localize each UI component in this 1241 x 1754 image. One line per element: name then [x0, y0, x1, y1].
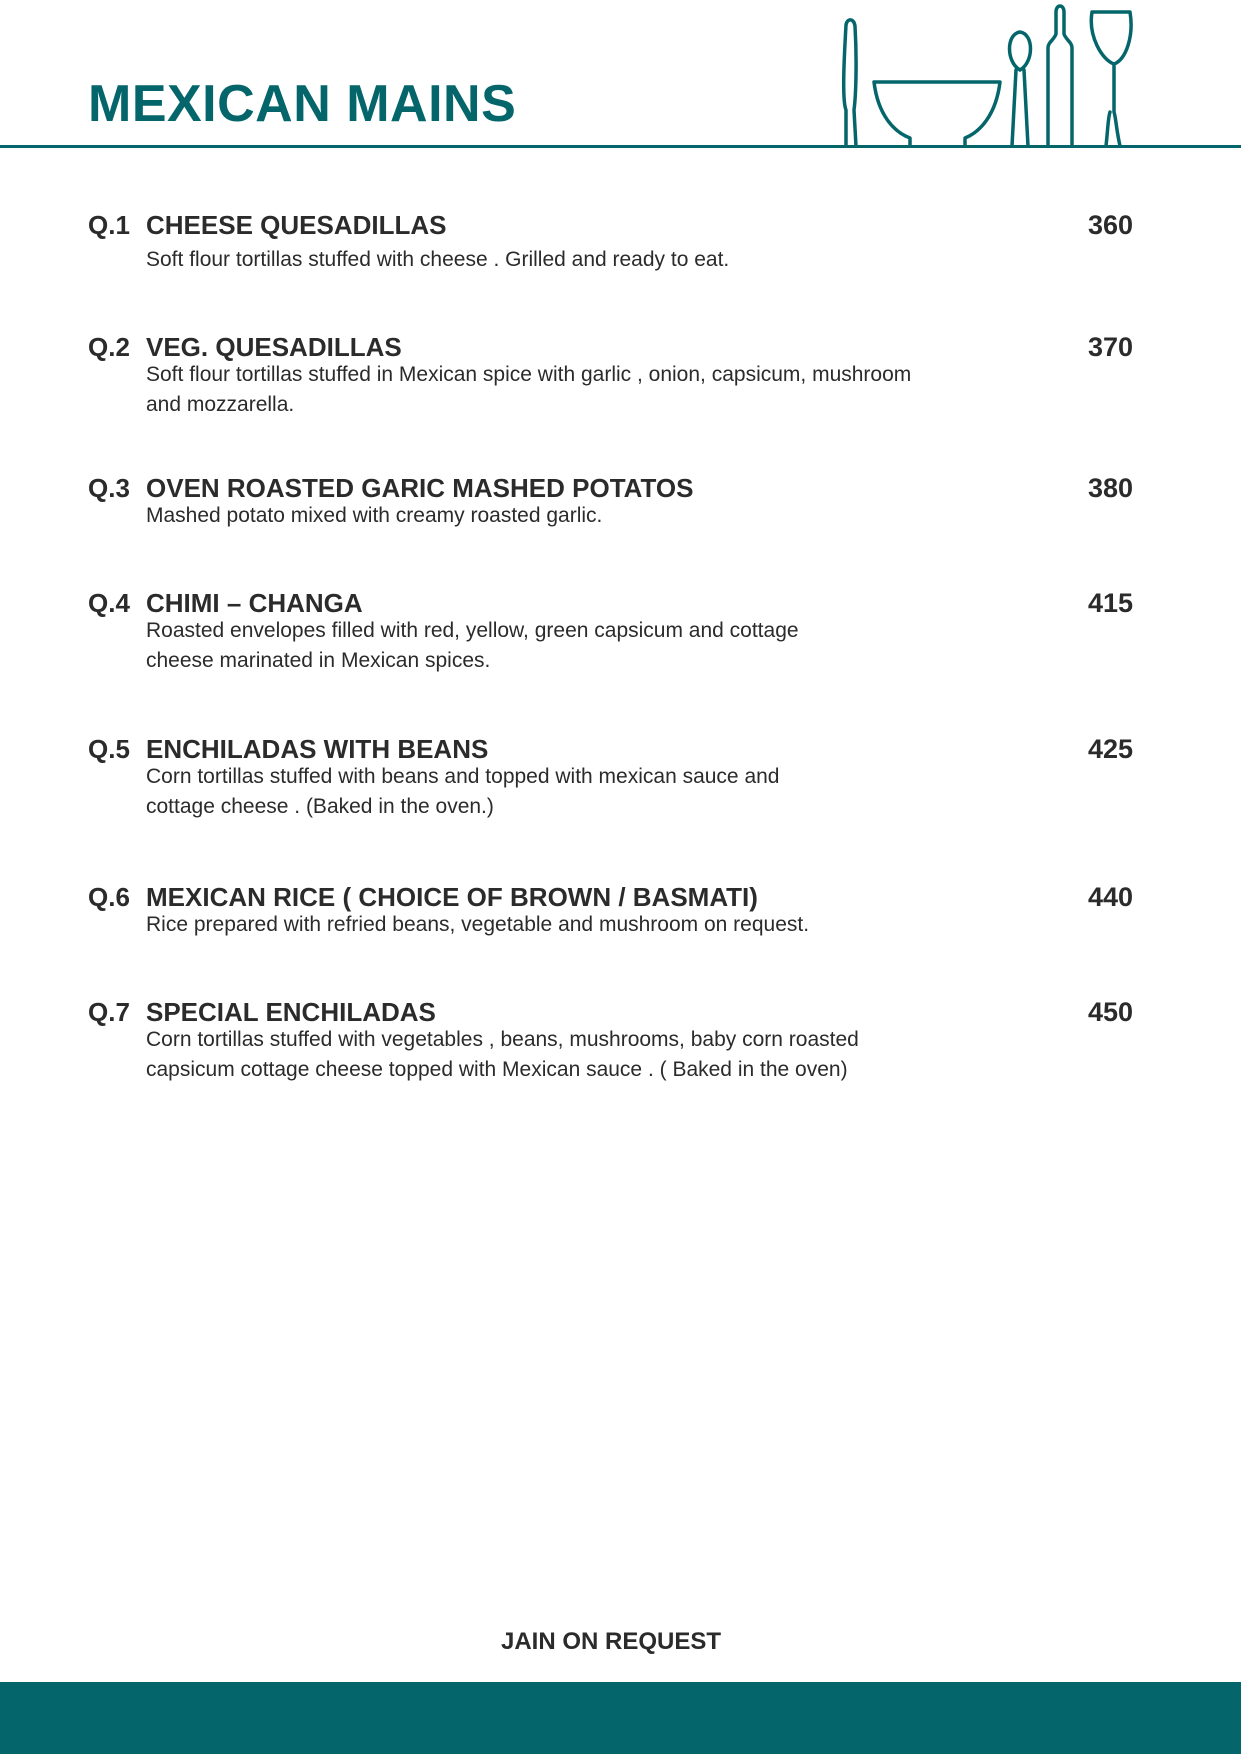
bowl-icon	[874, 82, 1000, 146]
item-description	[146, 762, 780, 822]
item-code: Q.4	[88, 588, 130, 618]
item-price: 415	[1087, 588, 1133, 618]
item-price: 370	[1087, 332, 1133, 362]
spoon-icon	[1010, 32, 1031, 146]
description-line: Corn tortillas stuffed with beans and topped with mexican sauce and	[146, 765, 780, 788]
description-line: Soft flour tortillas stuffed with cheese . Grilled and ready to eat.	[146, 248, 730, 271]
item-name: VEG. QUESADILLAS	[146, 332, 402, 362]
item-name: SPECIAL ENCHILADAS	[146, 997, 436, 1027]
item-code: Q.1	[88, 210, 130, 240]
bottle-icon	[1048, 6, 1072, 146]
description-line: cottage cheese . (Baked in the oven.)	[146, 795, 494, 818]
item-code: Q.6	[88, 882, 130, 912]
item-price: 360	[1087, 210, 1133, 240]
header-rule	[0, 145, 1241, 148]
jain-on-request-note: JAIN ON REQUEST	[500, 1628, 722, 1655]
description-line: Corn tortillas stuffed with vegetables , beans, mushrooms, baby corn roasted	[146, 1028, 859, 1051]
description-line: Soft flour tortillas stuffed in Mexican spice with garlic , onion, capsicum, mushroom	[146, 363, 912, 386]
item-name: MEXICAN RICE ( CHOICE OF BROWN / BASMATI)	[146, 882, 758, 912]
description-line: Roasted envelopes filled with red, yellow, green capsicum and cottage	[146, 619, 799, 642]
description-line: Rice prepared with refried beans, vegetable and mushroom on request.	[146, 913, 810, 936]
footer-band	[0, 1682, 1241, 1754]
item-price: 380	[1087, 473, 1133, 503]
item-description	[146, 910, 809, 940]
item-description	[146, 616, 799, 676]
page-title: MEXICAN MAINS	[88, 75, 517, 133]
item-code: Q.7	[88, 997, 130, 1027]
description-line: Mashed potato mixed with creamy roasted garlic.	[146, 504, 603, 527]
item-name: OVEN ROASTED GARIC MASHED POTATOS	[146, 473, 694, 503]
item-price: 425	[1087, 734, 1133, 764]
item-code: Q.3	[88, 473, 130, 503]
item-code: Q.2	[88, 332, 130, 362]
item-code: Q.5	[88, 734, 130, 764]
item-name: CHIMI – CHANGA	[146, 588, 363, 618]
item-name: CHEESE QUESADILLAS	[146, 210, 447, 240]
knife-icon	[844, 20, 856, 146]
item-price: 440	[1087, 882, 1133, 912]
item-description	[146, 360, 911, 420]
description-line: capsicum cottage cheese topped with Mexican sauce . ( Baked in the oven)	[146, 1058, 848, 1081]
wine-glass-icon	[1091, 12, 1131, 146]
tableware-icon	[830, 0, 1150, 147]
item-name: ENCHILADAS WITH BEANS	[146, 734, 489, 764]
description-line: and mozzarella.	[146, 393, 295, 416]
description-line: cheese marinated in Mexican spices.	[146, 649, 491, 672]
item-price: 450	[1087, 997, 1133, 1027]
item-description	[146, 1025, 859, 1085]
item-description	[146, 245, 729, 275]
item-description	[146, 501, 602, 531]
